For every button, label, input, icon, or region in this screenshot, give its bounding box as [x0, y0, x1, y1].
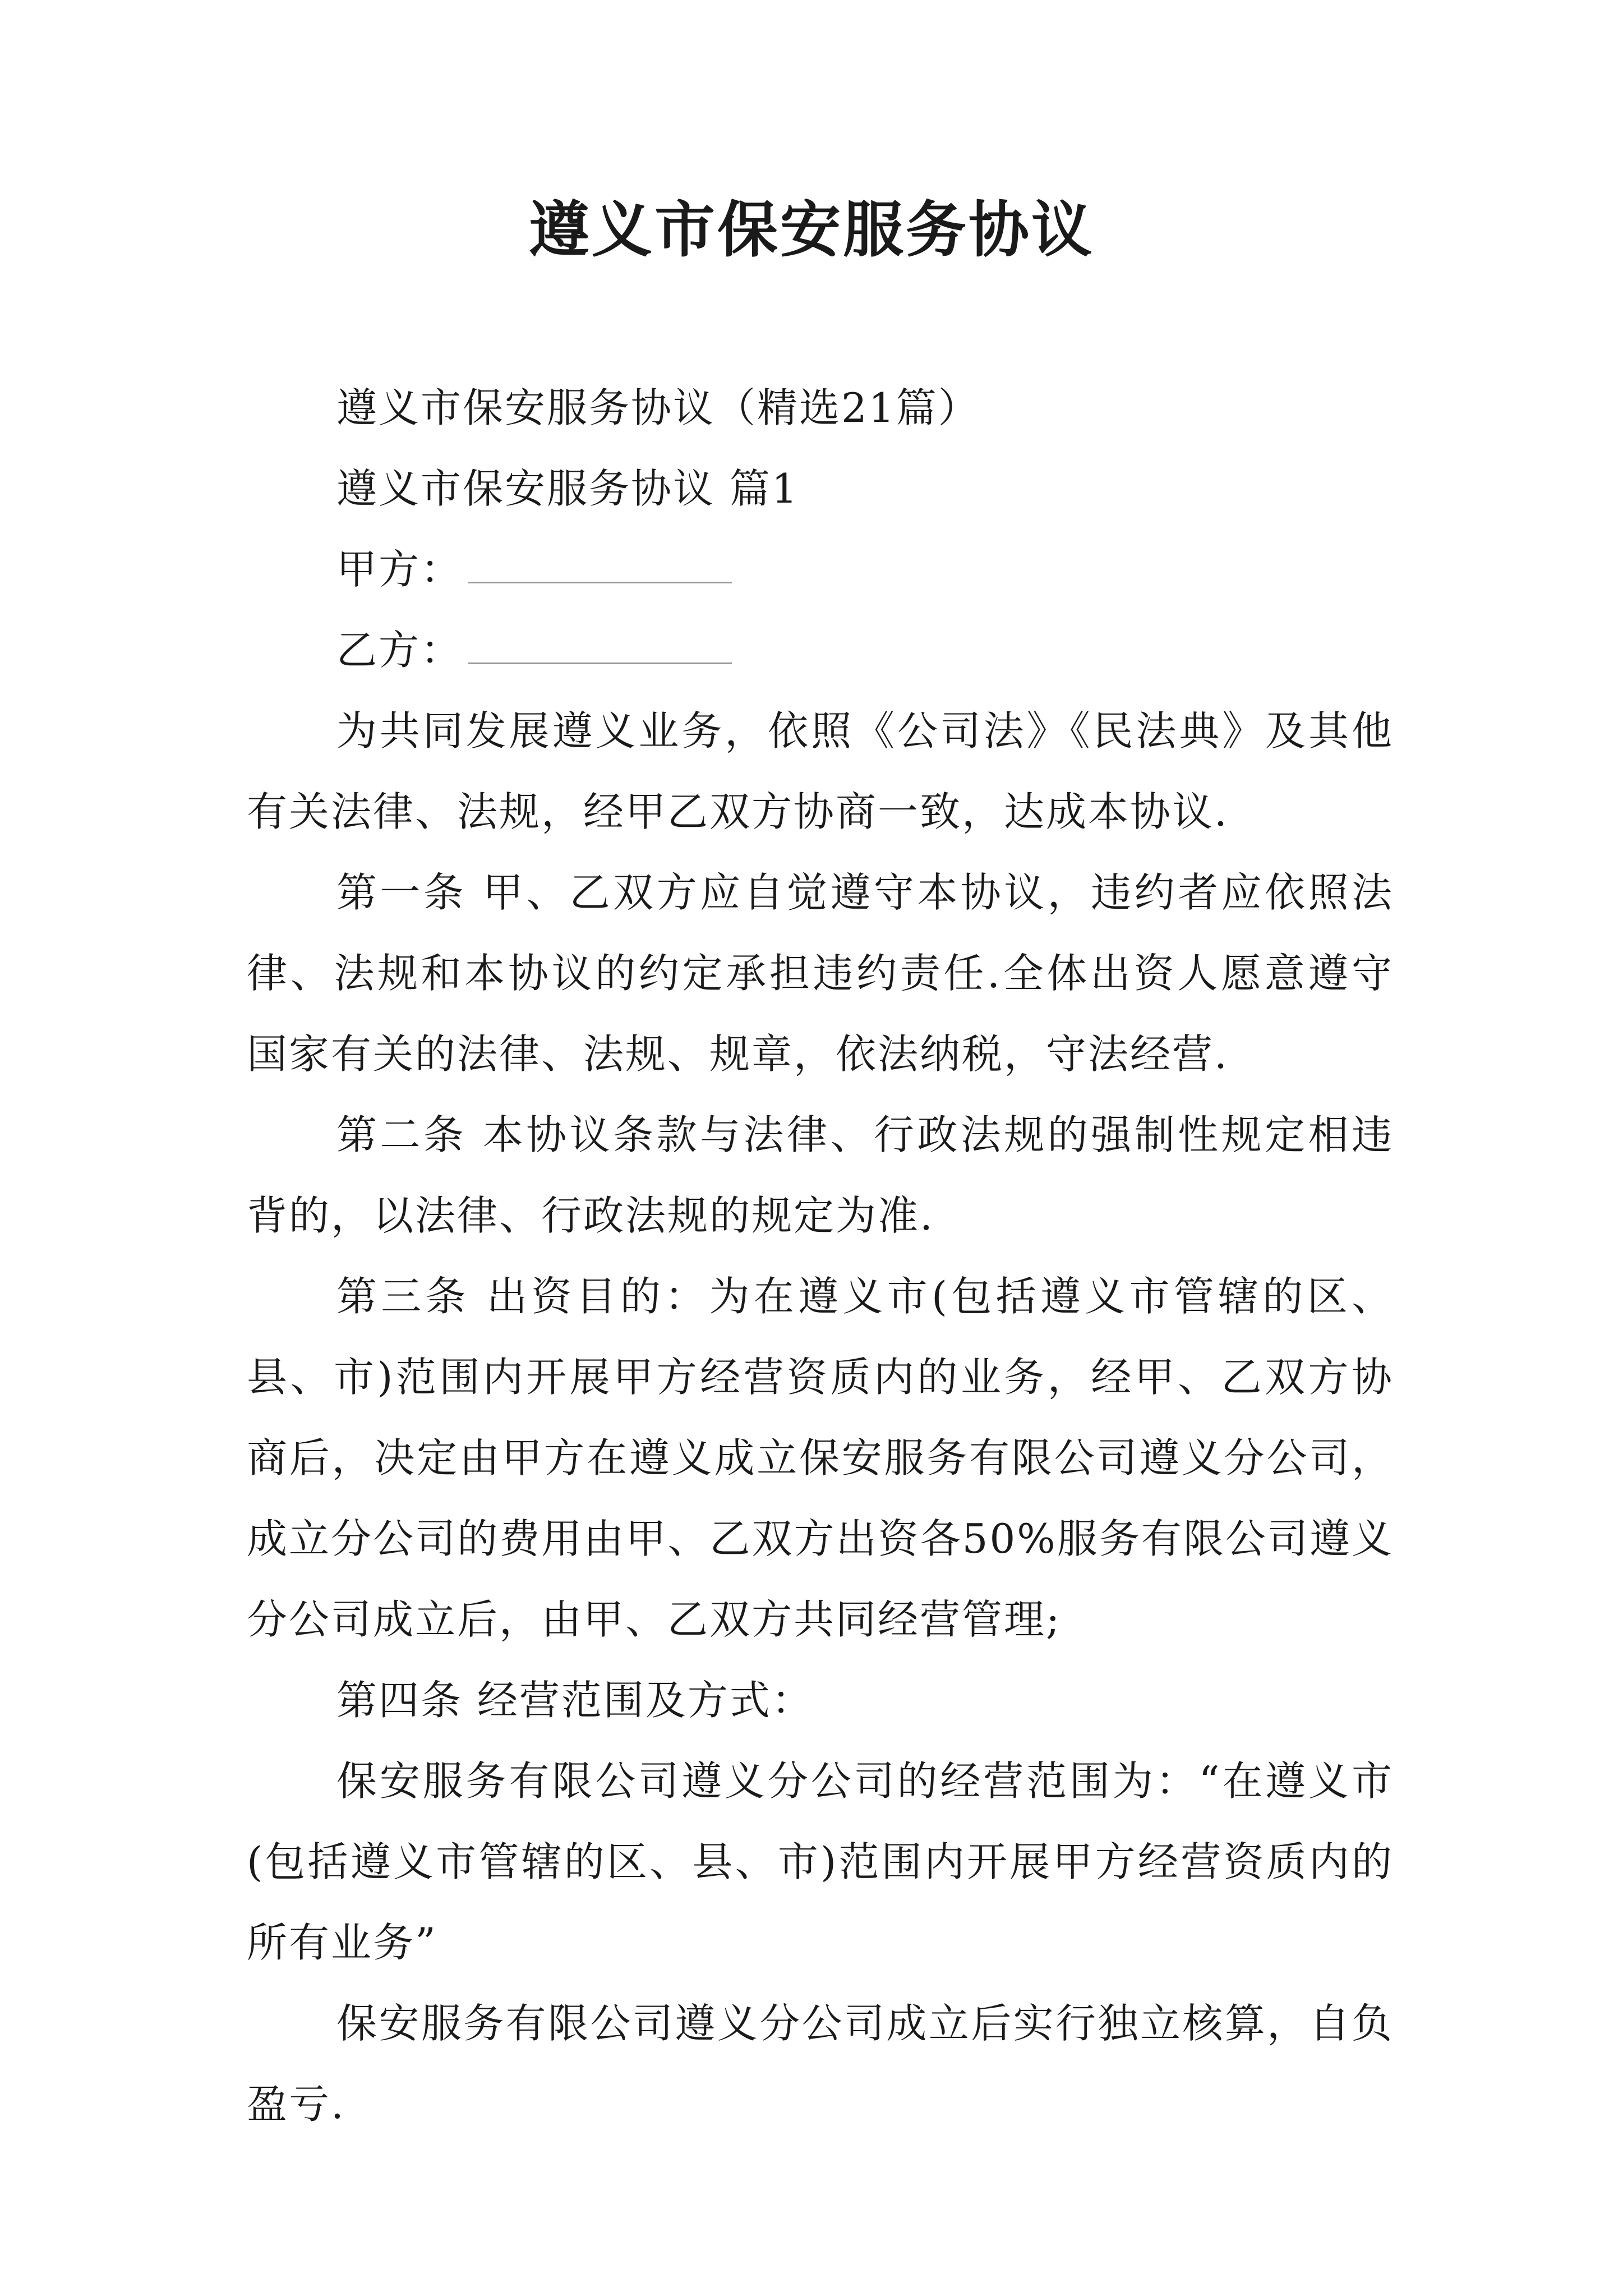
paragraph-article-4: 第四条 经营范围及方式：: [336, 1677, 814, 1724]
document-title: 遵义市保安服务协议: [528, 195, 1094, 265]
party-b-line: [247, 610, 1394, 691]
party-b-blank: [468, 629, 732, 664]
party-a-label: 甲方：: [336, 546, 463, 593]
paragraph-accounting: 保安服务有限公司遵义分公司成立后实行独立核算，自负盈亏.: [247, 2000, 1394, 2128]
subtitle: 遵义市保安服务协议（精选21篇）: [336, 384, 980, 431]
section-heading: 遵义市保安服务协议 篇1: [336, 465, 799, 512]
party-a-line: [247, 529, 1394, 610]
paragraph-business-scope: 保安服务有限公司遵义分公司的经营范围为：“在遵义市(包括遵义市管辖的区、县、市)范围内开展甲方经营资质内的所有业务”: [247, 1757, 1394, 1966]
paragraph-article-1: 第一条 甲、乙双方应自觉遵守本协议，违约者应依照法律、法规和本协议的约定承担违约责任.全体出资人愿意遵守国家有关的法律、法规、规章，依法纳税，守法经营.: [247, 869, 1394, 1078]
paragraph-intro: 为共同发展遵义业务，依照《公司法》《民法典》及其他有关法律、法规，经甲乙双方协商一致，达成本协议.: [247, 707, 1394, 835]
party-a-blank: [468, 548, 732, 583]
paragraph-article-3: 第三条 出资目的：为在遵义市(包括遵义市管辖的区、县、市)范围内开展甲方经营资质内的业务，经甲、乙双方协商后，决定由甲方在遵义成立保安服务有限公司遵义分公司，成立分公司的费用由甲、乙双方出资各50%服务有限公司遵义分公司成立后，由甲、乙双方共同经营管理;: [247, 1273, 1394, 1643]
document-body: [247, 367, 1394, 2145]
party-b-label: 乙方：: [336, 627, 463, 674]
paragraph-article-2: 第二条 本协议条款与法律、行政法规的强制性规定相违背的，以法律、行政法规的规定为准.: [247, 1111, 1394, 1239]
